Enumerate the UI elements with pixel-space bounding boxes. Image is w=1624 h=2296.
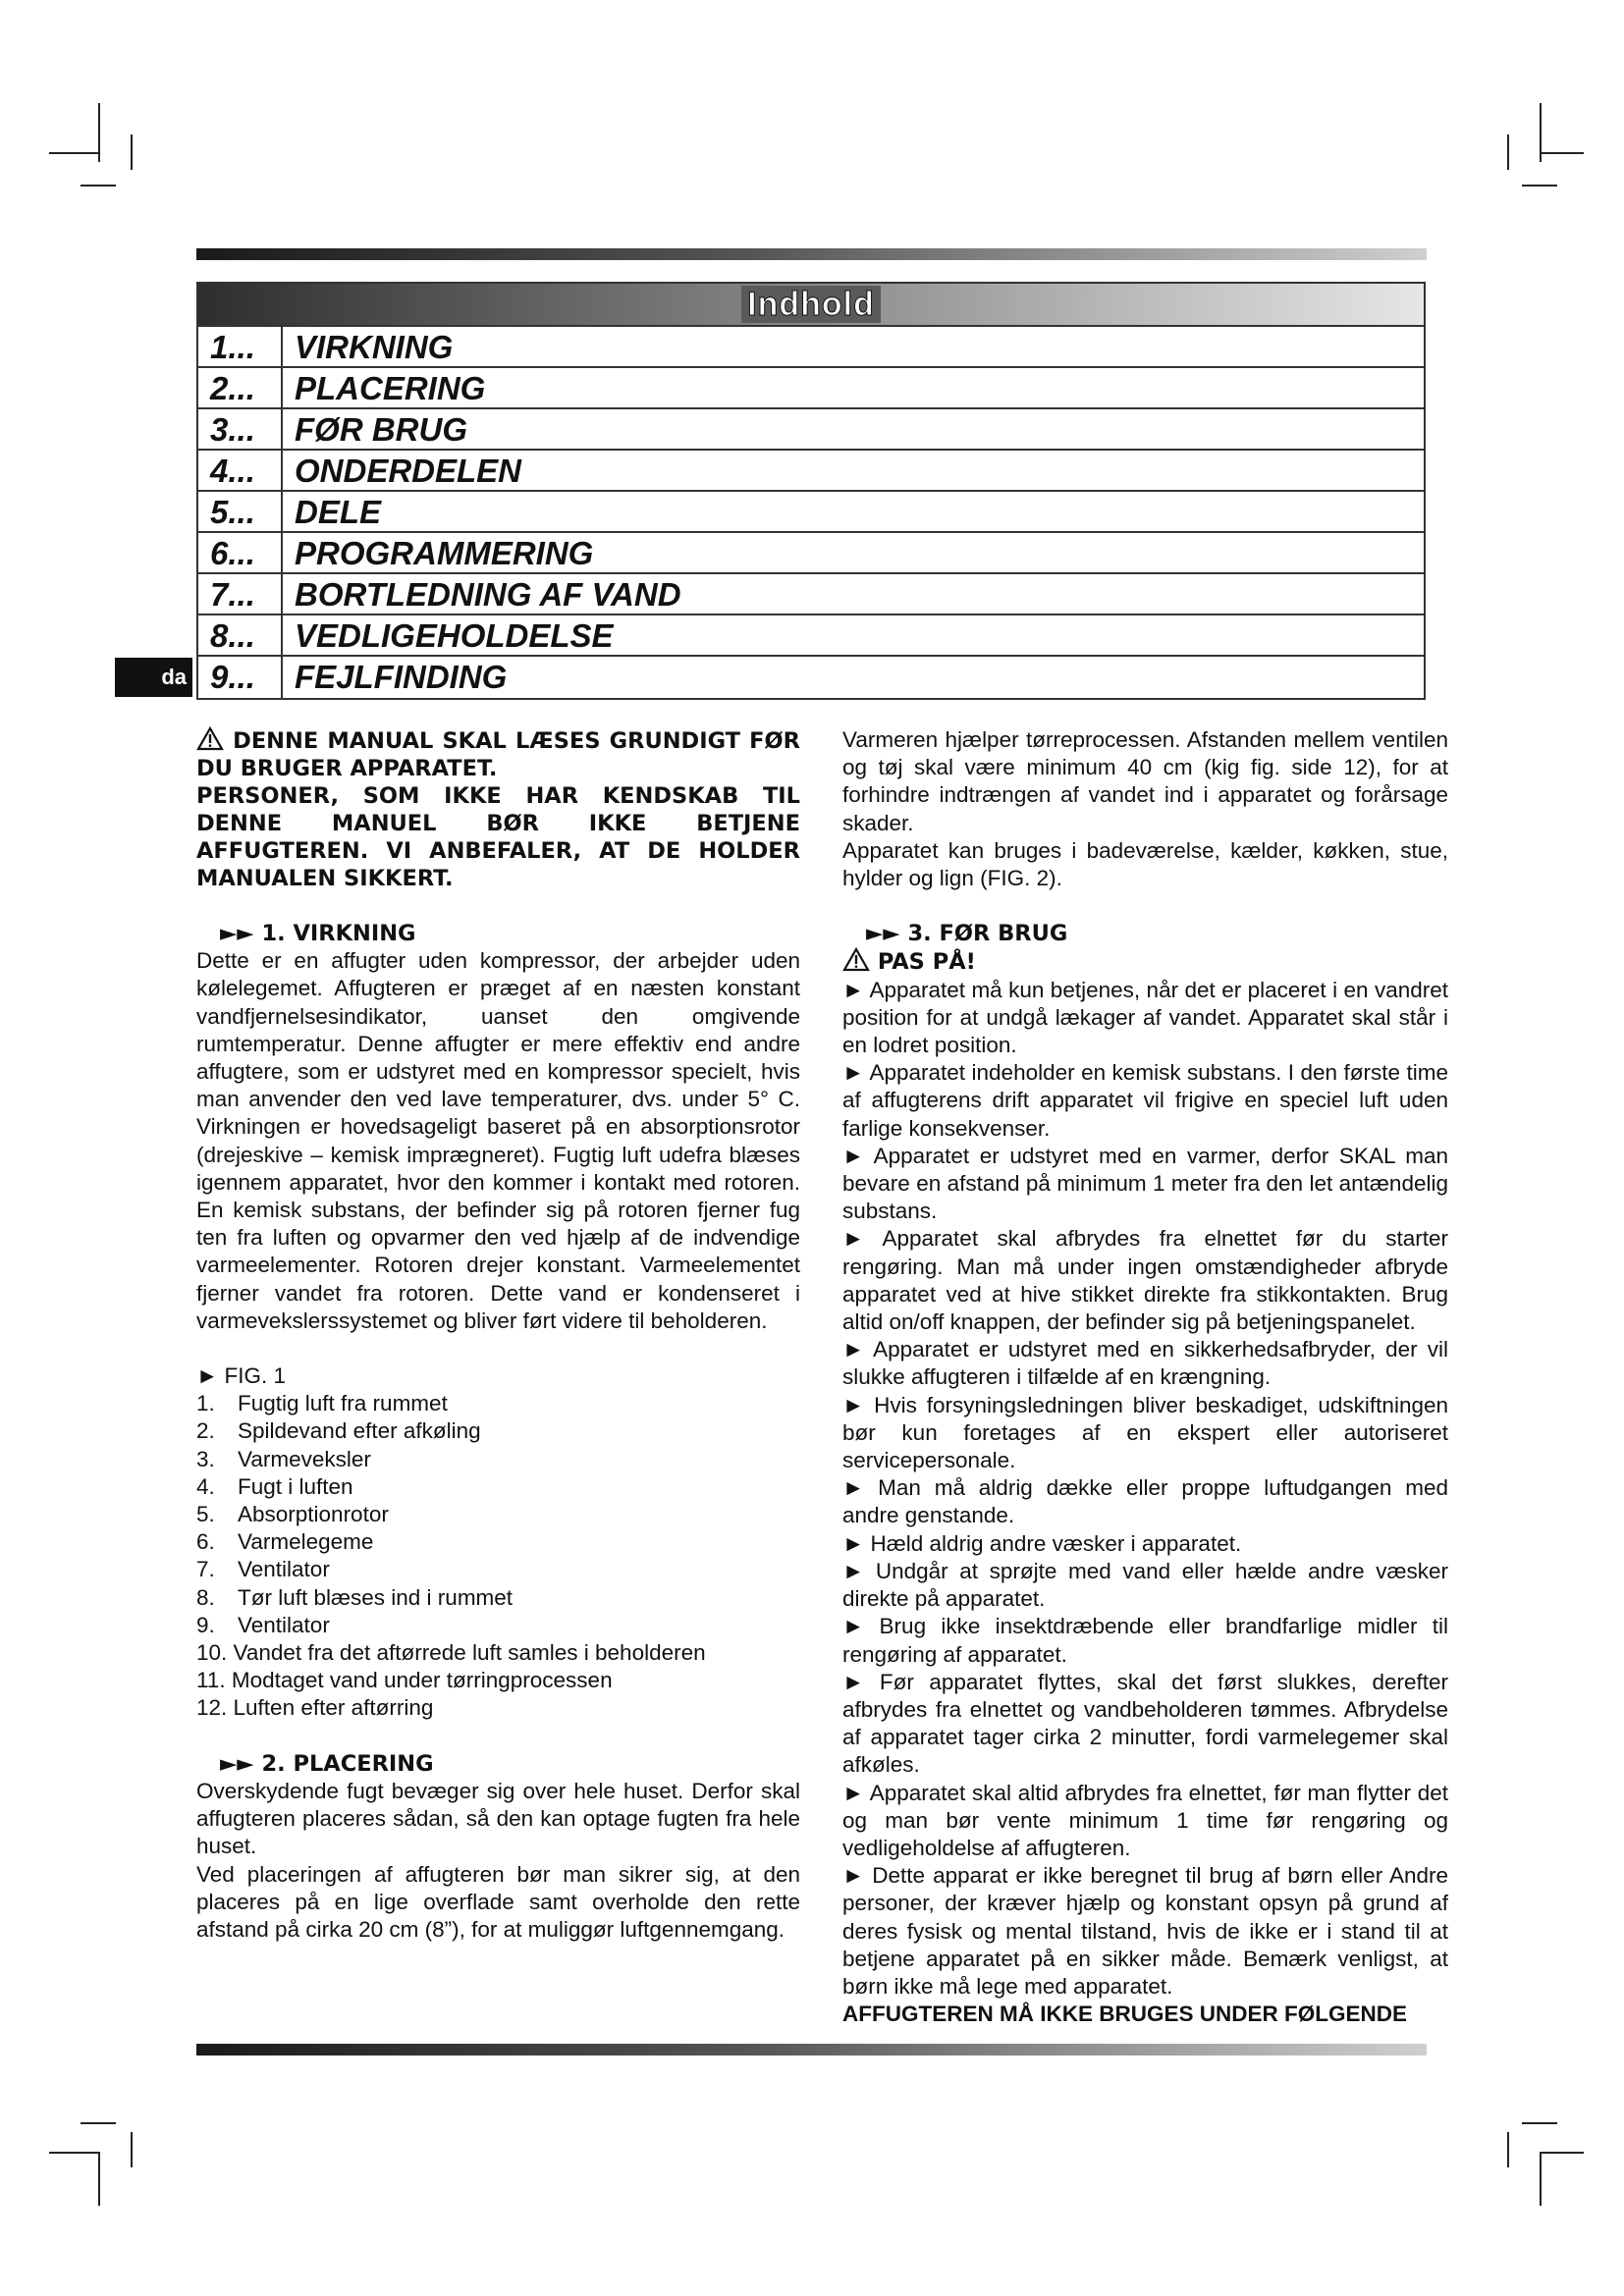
toc-title: PLACERING <box>295 370 486 406</box>
safety-bullet: ► Hæld aldrig andre væsker i apparatet. <box>842 1530 1242 1556</box>
warning-icon <box>842 947 870 972</box>
figure-legend-item <box>196 1446 800 1473</box>
toc-number: 3... <box>198 409 283 449</box>
legend-number: 5. <box>196 1502 215 1527</box>
closing-line: AFFUGTEREN MÅ IKKE BRUGES UNDER FØLGENDE <box>842 2002 1408 2027</box>
toc-title: BORTLEDNING AF VAND <box>295 576 681 613</box>
toc-row <box>198 327 1424 368</box>
section-3-title: ►► 3. FØR BRUG <box>866 921 1068 947</box>
figure-legend-item: 10. Vandet fra det aftørrede luft samles i beholderen <box>196 1640 706 1666</box>
legend-text: Absorptionrotor <box>238 1502 389 1527</box>
crop-mark <box>49 152 100 154</box>
safety-bullet: ► Dette apparat er ikke beregnet til brug af børn eller Andre personer, der kræver hjælp og konstant opsyn på grund af deres fysisk og mental tilstand, hvis de ikke er i stand til at betjene apparatet på en sikker måde. Bemærk venligst, at børn ikke må lege med apparatet. <box>842 1863 1448 1999</box>
toc-row <box>198 409 1424 451</box>
legend-number: 8. <box>196 1584 215 1610</box>
toc-number: 4... <box>198 451 283 490</box>
safety-bullet: ► Apparatet er udstyret med en varmer, derfor SKAL man bevare en afstand på minimum 1 meter fra den let antændelig substans. <box>842 1143 1448 1224</box>
crop-mark <box>1540 2152 1584 2154</box>
legend-text: Ventilator <box>238 1557 330 1582</box>
figure-legend-item <box>196 1556 800 1583</box>
figure-legend-item <box>196 1501 800 1528</box>
safety-bullet: ► Apparatet indeholder en kemisk substans. I den første time af affugterens drift apparatet vil frigive en speciel luft uden farlige konsekvenser. <box>842 1060 1448 1141</box>
placement-paragraph-2: Apparatet kan bruges i badeværelse, kælder, køkken, stue, hylder og lign (FIG. 2). <box>842 837 1448 891</box>
bottom-rule <box>196 2044 1427 2056</box>
legend-text: Varmelegeme <box>238 1529 374 1555</box>
section-2-paragraph-2: Ved placeringen af affugteren bør man sikrer sig, at den placeres på en lige overflade samt overholde den rette afstand på cirka 20 cm (8”), for at muliggør luftgennemgang. <box>196 1861 800 1942</box>
figure-1-legend <box>196 1390 800 1639</box>
figure-legend-item <box>196 1417 800 1445</box>
section-1-body: Dette er en affugter uden kompressor, der arbejder uden kølelegemet. Affugteren er præget af en næsten konstant vandfjernelsesindikator, uanset den omgivende rumtemperatur. Denne affugter er mere effektiv end andre affugtere, som er udstyret med en kompressor specielt, hvis man anvender den ved lave temperaturer, dvs. under 5° C. Virkningen er hovedsageligt baseret på en absorptionsrotor (drejeskive – kemisk imprægneret). Fugtig luft udefra blæses igennem apparatet, hvor den kommer i kontakt med rotoren. En kemisk substans, der befinder sig på rotoren fjerner fug ten fra luften og opvarmer den ved hjælp af de indvendige varmeelementer. Rotoren drejer konstant. Varmeelementet fjerner vandet fra rotoren. Dette vand er kondenseret i varmevekslerssystemet og bliver ført videre til beholderen. <box>196 948 800 1333</box>
safety-bullet: ► Man må aldrig dække eller proppe luftudgangen med andre genstande. <box>842 1475 1448 1528</box>
crop-mark <box>131 134 133 170</box>
toc-title: FØR BRUG <box>295 411 467 448</box>
legend-text: Tør luft blæses ind i rummet <box>238 1584 514 1610</box>
placement-paragraph-1: Varmeren hjælper tørreprocessen. Afstanden mellem ventilen og tøj skal være minimum 40 cm (kig fig. side 12), for at forhindre indtrængen af vandet ind i apparatet og forårsage skader. <box>842 727 1448 835</box>
legend-number: 3. <box>196 1446 215 1471</box>
toc-number: 7... <box>198 574 283 614</box>
toc-number: 9... <box>198 657 283 698</box>
crop-mark <box>1507 2132 1509 2167</box>
table-of-contents <box>196 282 1426 700</box>
crop-mark <box>81 2122 116 2124</box>
section-2-title: ►► 2. PLACERING <box>220 1750 434 1777</box>
toc-number: 5... <box>198 492 283 531</box>
right-column <box>842 726 1448 2028</box>
safety-bullet: ► Brug ikke insektdræbende eller brandfarlige midler til rengøring af apparatet. <box>842 1614 1448 1667</box>
crop-mark <box>1540 2152 1542 2206</box>
crop-mark <box>98 2152 100 2206</box>
toc-title: VEDLIGEHOLDELSE <box>295 617 614 654</box>
section-1-title: ►► 1. VIRKNING <box>220 921 416 946</box>
legend-text: Varmeveksler <box>238 1446 371 1471</box>
legend-number: 6. <box>196 1529 215 1555</box>
toc-title: VIRKNING <box>295 329 454 365</box>
legend-text: Ventilator <box>238 1612 330 1637</box>
legend-text: Fugtig luft fra rummet <box>238 1391 448 1416</box>
safety-bullet: ► Apparatet skal afbrydes fra elnettet før du starter rengøring. Man må under ingen omstændigheder afbryde apparatet ved at hive stikket direkte fra stikkontakten. Brug altid on/off knappen, der befinder sig på betjeningspanelet. <box>842 1226 1448 1335</box>
legend-number: 1. <box>196 1391 215 1416</box>
toc-row <box>198 368 1424 409</box>
figure-legend-item <box>196 1473 800 1501</box>
figure-legend-item: 12. Luften efter aftørring <box>196 1695 434 1721</box>
caution-heading <box>842 947 1448 976</box>
figure-legend-item <box>196 1612 800 1639</box>
legend-text: Spildevand efter afkøling <box>238 1418 481 1444</box>
legend-text: Fugt i luften <box>238 1473 353 1499</box>
toc-row <box>198 615 1424 657</box>
warning-line-1: DENNE MANUAL SKAL LÆSES GRUNDIGT FØR DU BRUGER APPARATET. <box>196 728 800 781</box>
safety-bullet: ► Undgår at sprøjte med vand eller hælde andre væsker direkte på apparatet. <box>842 1558 1448 1612</box>
toc-title: ONDERDELEN <box>295 453 522 489</box>
legend-number: 9. <box>196 1612 215 1637</box>
top-rule <box>196 248 1427 260</box>
warning-text <box>196 726 800 892</box>
toc-title: DELE <box>295 494 382 530</box>
toc-row <box>198 451 1424 492</box>
toc-heading <box>198 284 1424 327</box>
legend-number: 7. <box>196 1557 215 1582</box>
toc-row <box>198 533 1424 574</box>
figure-1-label: ► FIG. 1 <box>196 1363 287 1389</box>
crop-mark <box>49 2152 100 2154</box>
safety-bullet: ► Hvis forsyningsledningen bliver beskadiget, udskiftningen bør kun foretages af en ekspert eller autoriseret servicepersonale. <box>842 1392 1448 1473</box>
safety-instructions <box>842 977 1448 2002</box>
crop-mark <box>1522 2122 1557 2124</box>
figure-legend-item <box>196 1528 800 1556</box>
toc-heading-text: Indhold <box>741 286 881 323</box>
toc-number: 8... <box>198 615 283 655</box>
figure-legend-item <box>196 1584 800 1612</box>
toc-number: 6... <box>198 533 283 572</box>
section-2-paragraph-1: Overskydende fugt bevæger sig over hele huset. Derfor skal affugteren placeres sådan, så den kan optage fugten fra hele huset. <box>196 1778 800 1859</box>
figure-legend-item <box>196 1390 800 1417</box>
left-column <box>196 726 800 1944</box>
crop-mark <box>1507 134 1509 170</box>
warning-icon <box>196 726 224 751</box>
safety-bullet: ► Før apparatet flyttes, skal det først slukkes, derefter afbrydes fra elnettet og vandbeholderen tømmes. Afbrydelse af apparatet tager cirka 2 minutter, fordi varmelegemer skal afkøles. <box>842 1669 1448 1778</box>
figure-legend-item: 11. Modtaget vand under tørringprocessen <box>196 1668 613 1693</box>
crop-mark <box>81 185 116 187</box>
toc-row <box>198 492 1424 533</box>
legend-number: 2. <box>196 1418 215 1444</box>
caution-heading-text: PAS PÅ! <box>877 949 976 976</box>
toc-title: PROGRAMMERING <box>295 535 594 571</box>
crop-mark <box>1522 185 1557 187</box>
crop-mark <box>131 2132 133 2167</box>
toc-row <box>198 574 1424 615</box>
toc-number: 2... <box>198 368 283 407</box>
figure-1-legend-continued <box>196 1639 800 1723</box>
crop-mark <box>1540 152 1584 154</box>
safety-bullet: ► Apparatet er udstyret med en sikkerhedsafbryder, der vil slukke affugteren i tilfælde af en krængning. <box>842 1337 1448 1390</box>
warning-line-2: PERSONER, SOM IKKE HAR KENDSKAB TIL DENNE MANUEL BØR IKKE BETJENE AFFUGTEREN. VI ANBEFALER, AT DE HOLDER MANUALEN SIKKERT. <box>196 783 800 891</box>
safety-bullet: ► Apparatet skal altid afbrydes fra elnettet, før man flytter det og man bør vente minimum 1 time før rengøring og vedligeholdelse af affugteren. <box>842 1780 1448 1860</box>
toc-title: FEJLFINDING <box>295 659 508 695</box>
language-tab: da <box>115 658 192 697</box>
toc-row <box>198 657 1424 698</box>
toc-number: 1... <box>198 327 283 366</box>
legend-number: 4. <box>196 1473 215 1499</box>
safety-bullet: ► Apparatet må kun betjenes, når det er placeret i en vandret position for at undgå lækager af vandet. Apparatet skal står i en lodret position. <box>842 977 1448 1058</box>
